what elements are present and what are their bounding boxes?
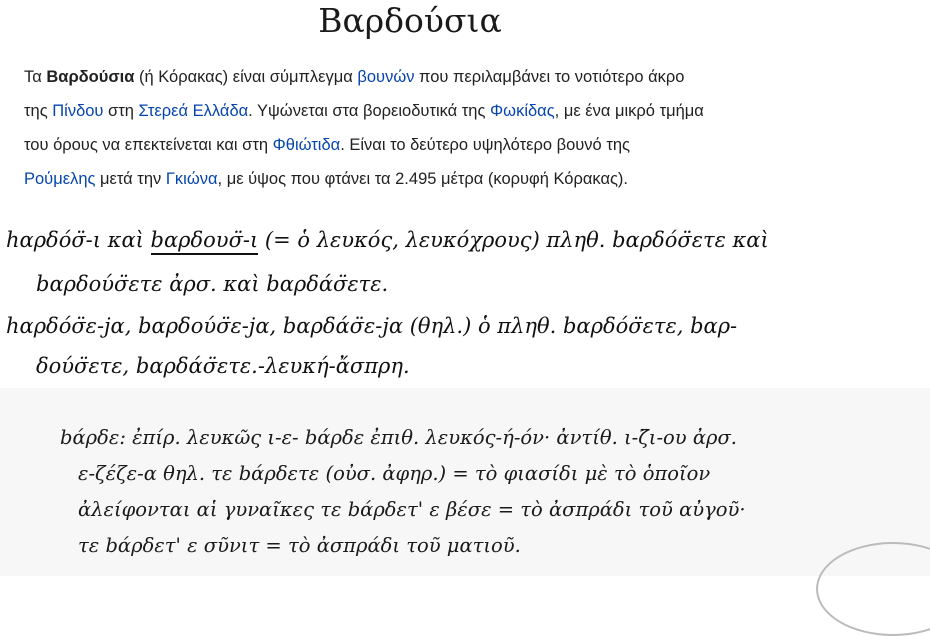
scan2-line-4: τε bάρδετ' ε σῦνιτ = τὸ ἀσπράδι τοῦ ματιοῦ. <box>78 534 521 557</box>
link-vounon[interactable]: βουνών <box>357 68 415 86</box>
link-fokida[interactable]: Φωκίδας <box>490 102 555 120</box>
text-run: της <box>24 102 53 120</box>
scan1-line-1 <box>6 228 769 252</box>
scan2-line-3: ἀλείφονται αἱ γυναῖκες τε bάρδετ' ε βέσε = τὸ ἀσπράδι τοῦ αὐγοῦ· <box>78 498 746 521</box>
dictionary-scan-1 <box>0 220 930 388</box>
text-run: (ή Κόρακας) είναι σύμπλεγμα <box>134 68 358 86</box>
text-run: (= ὁ λευκός, λευκόχρους) πληθ. bαρδόσ̈ετε καὶ <box>258 228 769 252</box>
article-intro-paragraph <box>24 60 904 196</box>
link-giona[interactable]: Γκιώνα <box>165 170 218 188</box>
text-run: hαρδόσ̈-ι καὶ <box>6 228 151 252</box>
link-roumeli[interactable]: Ρούμελης <box>24 170 96 188</box>
link-fthiotida[interactable]: Φθιώτιδα <box>272 136 341 154</box>
scan1-line-2: bαρδούσ̈ετε ἀρσ. καὶ bαρδάσ̈ετε. <box>36 272 389 296</box>
paragraph-line-2 <box>24 94 904 128</box>
stamp-mark <box>816 542 930 636</box>
scan1-line-4: δούσ̈ετε, bαρδάσ̈ετε.-λευκή-ἄσπρη. <box>36 354 410 378</box>
scan2-line-2: ε-ζέζε-α θηλ. τε bάρδετε (οὐσ. ἀφηρ.) = τὸ φιασίδι μὲ τὸ ὁποῖον <box>78 462 711 485</box>
text-run: Τα <box>24 68 47 86</box>
paragraph-line-4 <box>24 162 904 196</box>
dictionary-scan-2 <box>0 388 930 576</box>
text-run: που περιλαμβάνει το νοτιότερο άκρο <box>414 68 685 86</box>
scan1-line-3: hαρδόσ̈ε-jα, bαρδούσ̈ε-jα, bαρδάσ̈ε-jα (θηλ.) ὁ πληθ. bαρδόσ̈ετε, bαρ- <box>6 314 738 338</box>
link-pindos[interactable]: Πίνδου <box>52 102 104 120</box>
text-run: , με ύψος που φτάνει τα 2.495 μέτρα (κορυφή Κόρακας). <box>217 170 629 188</box>
text-run: . Είναι το δεύτερο υψηλότερο βουνό της <box>340 136 630 154</box>
link-sterea-ellada[interactable]: Στερεά Ελλάδα <box>138 102 249 120</box>
article-title: Βαρδούσια <box>318 1 502 40</box>
text-run: . Υψώνεται στα βορειοδυτικά της <box>248 102 491 120</box>
text-run: μετά την <box>95 170 166 188</box>
text-run: στη <box>103 102 139 120</box>
paragraph-line-1 <box>24 60 904 94</box>
underlined-word: bαρδουσ̈-ι <box>151 228 259 255</box>
article-subject-bold: Βαρδούσια <box>46 68 135 86</box>
text-run: του όρους να επεκτείνεται και στη <box>24 136 273 154</box>
text-run: , με ένα μικρό τμήμα <box>554 102 704 120</box>
paragraph-line-3 <box>24 128 904 162</box>
scan2-line-1: bάρδε: ἐπίρ. λευκῶς ι-ε- bάρδε ἐπιθ. λευκός-ή-όν· ἀντίθ. ι-ζ̈ι-ου ἀρσ. <box>60 426 737 449</box>
